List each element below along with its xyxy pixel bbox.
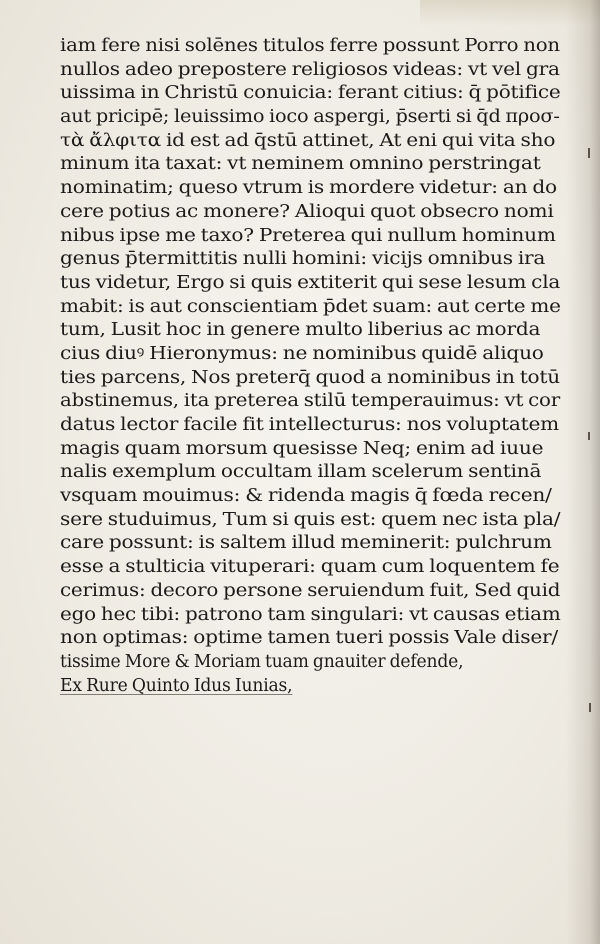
text-line: uissima in Christū conuicia: ferant citius: q̄ pōtifice [60,83,561,104]
text-line: ties parcens, Nos preterq̄ quod a nominibus in totū [60,367,560,388]
text-line: nullos adeo prepostere religiosos videas: vt vel gra [60,59,560,80]
text-line: care possunt: is saltem illud meminerit: pulchrum [60,533,552,554]
margin-mark [589,703,591,712]
text-line: nalis exemplum occultam illam scelerum sentinā [60,462,542,483]
text-line: tum, Lusit hoc in genere multo liberius ac morda [60,320,541,341]
text-line: ego hec tibi: patrono tam singulari: vt causas etiam [60,604,561,625]
text-line: esse a stulticia vituperari: quam cum loquentem fe [60,557,560,578]
text-line: datus lector facile fit intellecturus: nos voluptatem [60,415,559,435]
text-line: minum ita taxat: vt neminem omnino perstringat [60,154,541,175]
text-line: nibus ipse me taxo? Preterea qui nullum hominum [60,225,556,246]
text-line: cerimus: decoro persone seruiendum fuit, Sed quid [60,580,561,601]
text-line: abstinemus, ita preterea stilū temperauimus: vt cor [60,391,560,412]
text-line: cius diuꝰ Hieronymus: ne nominibus quidē aliquo [60,343,544,364]
text-line: aut pricipē; leuissimo ioco aspergi, p̄serti si q̄d προσ- [60,107,560,128]
text-line: sere studuimus, Tum si quis est: quem nec ista pla/ [60,509,561,530]
text-line: τὰ ἄλφιτα id est ad q̄stū attinet, At eni qui vita sho [60,130,556,151]
printed-text-block [60,35,560,698]
text-line: tus videtur, Ergo si quis extiterit qui sese lesum cla [60,272,561,293]
text-line: genus p̄termittitis nulli homini: vicijs omnibus ira [60,249,546,270]
text-line: nominatim; queso vtrum is mordere videtur: an do [60,178,557,199]
text-line: vsquam mouimus: & ridenda magis q̄ fœda recen/ [60,486,552,507]
closing-line: Ex Rure Quinto Idus Iunias, [60,675,293,696]
text-line: magis quam morsum quesisse Neq; enim ad iuue [60,438,544,459]
text-line: mabit: is aut conscientiam p̄det suam: aut certe me [60,296,561,317]
text-line: tissime More & Moriam tuam gnauiter defende, [60,651,464,672]
text-line: iam fere nisi solēnes titulos ferre possunt Porro non [60,36,560,56]
text-line: cere potius ac monere? Alioqui quot obsecro nomi [60,201,554,222]
text-line: non optimas: optime tamen tueri possis Vale diser/ [60,628,558,649]
